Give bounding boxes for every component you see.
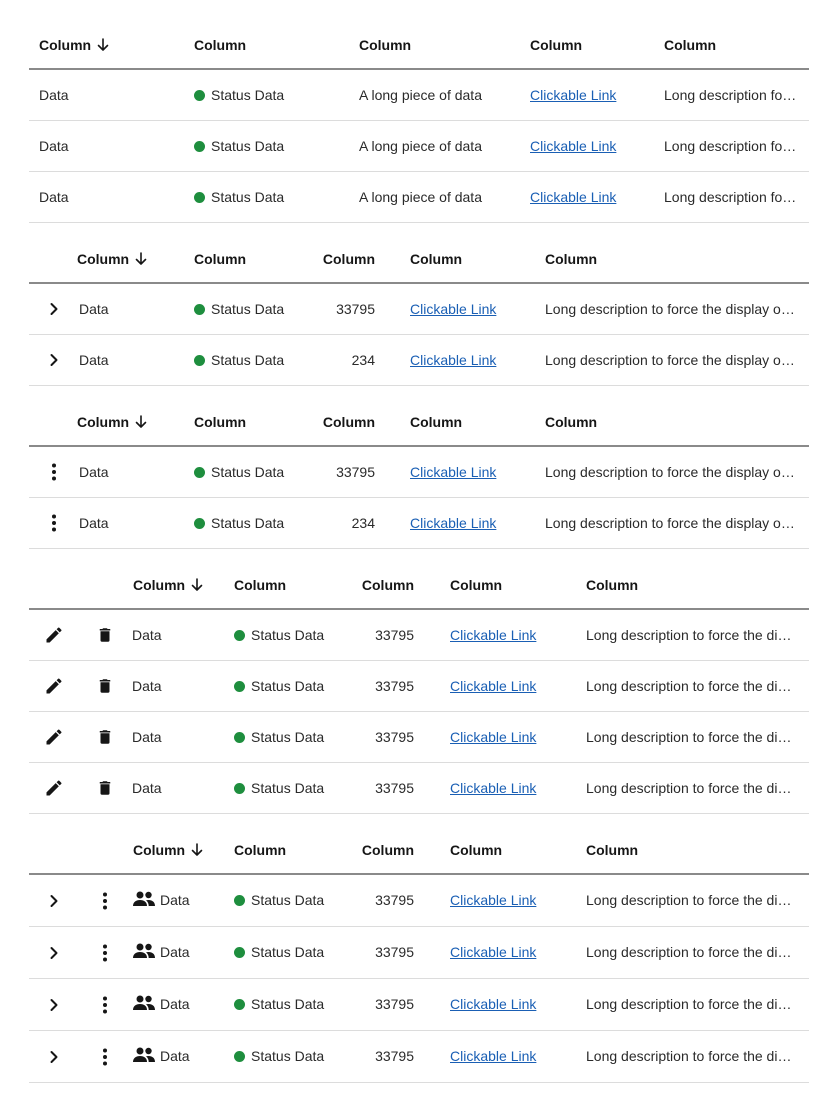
table-row <box>29 661 809 712</box>
table-cell-data <box>132 763 162 813</box>
column-header[interactable] <box>309 236 375 282</box>
column-header[interactable] <box>410 399 462 445</box>
column-header[interactable] <box>348 827 414 873</box>
arrow-down-icon[interactable] <box>191 564 203 610</box>
table-cell-desc <box>545 447 803 497</box>
column-header[interactable] <box>194 236 246 282</box>
cell-text: 33795 <box>375 996 414 1012</box>
table-cell-link <box>450 661 536 711</box>
arrow-down-icon[interactable] <box>135 238 147 284</box>
table-row <box>29 979 809 1031</box>
cell-text: Long description to force the di… <box>586 678 792 694</box>
column-header[interactable] <box>194 22 246 68</box>
clickable-link[interactable]: Clickable Link <box>410 301 497 317</box>
table-row <box>29 335 809 386</box>
table-cell-desc <box>586 661 803 711</box>
arrow-down-icon[interactable] <box>97 24 109 70</box>
table-cell-status <box>234 875 324 926</box>
cell-text: Data <box>160 892 190 908</box>
column-header-label: Column <box>410 251 463 267</box>
column-header[interactable] <box>194 399 246 445</box>
status-ok-dot <box>194 304 205 315</box>
people-group-icon <box>132 982 156 1033</box>
column-header-label: Column <box>194 251 247 267</box>
table-cell-data <box>132 661 162 711</box>
table-cell-num <box>348 1031 414 1082</box>
column-header-label: Column <box>361 842 414 858</box>
data-table-1 <box>29 22 809 223</box>
clickable-link[interactable]: Clickable Link <box>410 515 497 531</box>
sortable-column-header[interactable] <box>133 827 203 873</box>
table-cell-link <box>410 335 496 385</box>
table-cell-link <box>450 712 536 762</box>
data-table-4 <box>29 562 809 814</box>
column-header-label: Column <box>77 414 130 430</box>
table-cell-status <box>234 610 324 660</box>
column-header-label: Column <box>322 251 375 267</box>
table-row <box>29 1031 809 1083</box>
table-cell-status <box>234 661 324 711</box>
cell-text: Data <box>79 301 109 317</box>
table-cell-desc <box>586 1031 803 1082</box>
table-cell-data <box>39 70 69 120</box>
pencil-icon[interactable] <box>42 610 66 660</box>
column-header-label: Column <box>322 414 375 430</box>
table-cell-num <box>348 979 414 1030</box>
column-header[interactable] <box>359 22 411 68</box>
status-ok-dot <box>234 630 245 641</box>
cell-text: Long description to force the di… <box>586 780 792 796</box>
cell-text: Long description to force the display o… <box>545 352 795 368</box>
trash-icon[interactable] <box>93 610 117 660</box>
table-cell-num <box>348 927 414 978</box>
table-row <box>29 927 809 979</box>
column-header[interactable] <box>664 22 716 68</box>
table-cell-num <box>309 335 375 385</box>
status-text: Status Data <box>251 996 325 1012</box>
clickable-link[interactable]: Clickable Link <box>530 87 617 103</box>
table-cell-status <box>194 121 284 171</box>
column-header[interactable] <box>545 236 597 282</box>
table-cell-data <box>132 712 162 762</box>
table-cell-status <box>194 335 284 385</box>
table-cell-data <box>79 447 109 497</box>
table-cell-num <box>309 447 375 497</box>
table-cell-data <box>79 335 109 385</box>
cell-text: 234 <box>351 515 375 531</box>
cell-text: Data <box>132 729 162 745</box>
clickable-link[interactable]: Clickable Link <box>450 996 537 1012</box>
table-cell-long <box>359 70 482 120</box>
column-header-label: Column <box>234 842 287 858</box>
column-header-label: Column <box>450 842 503 858</box>
column-header-label: Column <box>586 842 639 858</box>
table-header <box>29 22 809 70</box>
cell-text: Long description to force the di… <box>586 996 792 1012</box>
cell-text: Long description to force the di… <box>586 627 792 643</box>
kebab-menu-icon[interactable] <box>93 927 117 978</box>
table-row <box>29 70 809 121</box>
table-cell-data <box>39 172 69 222</box>
column-header[interactable] <box>586 827 638 873</box>
column-header-label: Column <box>194 37 247 53</box>
status-ok-dot <box>194 192 205 203</box>
table-cell-desc <box>545 335 803 385</box>
arrow-down-icon[interactable] <box>191 829 203 875</box>
cell-text: Data <box>79 515 109 531</box>
clickable-link[interactable]: Clickable Link <box>530 189 617 205</box>
table-cell-data <box>132 875 190 926</box>
clickable-link[interactable]: Clickable Link <box>450 892 537 908</box>
column-header[interactable] <box>586 562 638 608</box>
chevron-right-icon[interactable] <box>42 979 66 1030</box>
column-header[interactable] <box>348 562 414 608</box>
column-header-label: Column <box>410 414 463 430</box>
table-cell-desc <box>586 927 803 978</box>
clickable-link[interactable]: Clickable Link <box>450 729 537 745</box>
table-cell-link <box>410 498 496 548</box>
cell-text: Data <box>79 464 109 480</box>
cell-text: Long description fo… <box>664 189 797 205</box>
table-header <box>29 562 809 610</box>
cell-text: Data <box>39 189 69 205</box>
cell-text: Long description to force the display o… <box>545 301 795 317</box>
table-row <box>29 712 809 763</box>
cell-text: 33795 <box>336 301 375 317</box>
status-text: Status Data <box>251 780 325 796</box>
status-text: Status Data <box>251 729 325 745</box>
table-cell-link <box>450 1031 536 1082</box>
table-header <box>29 827 809 875</box>
column-header-label: Column <box>586 577 639 593</box>
cell-text: Data <box>132 678 162 694</box>
column-header-label: Column <box>664 37 717 53</box>
cell-text: Long description to force the di… <box>586 944 792 960</box>
table-cell-desc <box>545 284 803 334</box>
cell-text: Long description to force the display o… <box>545 515 795 531</box>
cell-text: 33795 <box>375 892 414 908</box>
status-ok-dot <box>194 90 205 101</box>
table-cell-link <box>530 172 616 222</box>
table-cell-data <box>39 121 69 171</box>
column-header[interactable] <box>234 827 286 873</box>
table-row <box>29 498 809 549</box>
clickable-link[interactable]: Clickable Link <box>530 138 617 154</box>
sortable-column-header[interactable] <box>133 562 203 608</box>
chevron-right-icon[interactable] <box>42 1031 66 1082</box>
table-cell-data <box>79 284 109 334</box>
column-header-label: Column <box>530 37 583 53</box>
cell-text: Long description to force the di… <box>586 1048 792 1064</box>
table-cell-num <box>348 661 414 711</box>
table-cell-status <box>234 712 324 762</box>
clickable-link[interactable]: Clickable Link <box>450 944 537 960</box>
status-ok-dot <box>234 681 245 692</box>
clickable-link[interactable]: Clickable Link <box>410 352 497 368</box>
table-cell-num <box>309 284 375 334</box>
table-cell-data <box>79 498 109 548</box>
cell-text: Data <box>160 1048 190 1064</box>
cell-text: 33795 <box>375 678 414 694</box>
column-header[interactable] <box>450 827 502 873</box>
column-header-label: Column <box>234 577 287 593</box>
column-header-label: Column <box>133 842 186 858</box>
cell-text: Long description fo… <box>664 138 797 154</box>
status-text: Status Data <box>211 87 285 103</box>
status-text: Status Data <box>211 464 285 480</box>
status-text: Status Data <box>251 627 325 643</box>
table-row <box>29 875 809 927</box>
table-cell-desc <box>586 712 803 762</box>
column-header-label: Column <box>361 577 414 593</box>
pencil-icon[interactable] <box>42 661 66 711</box>
sortable-column-header[interactable] <box>39 22 109 68</box>
table-cell-long <box>359 172 482 222</box>
table-cell-link <box>450 875 536 926</box>
status-ok-dot <box>234 999 245 1010</box>
table-cell-desc <box>664 121 803 171</box>
table-cell-desc <box>586 979 803 1030</box>
table-cell-num <box>348 763 414 813</box>
cell-text: A long piece of data <box>359 189 482 205</box>
data-table-3 <box>29 399 809 549</box>
table-cell-status <box>194 498 284 548</box>
cell-text: Long description fo… <box>664 87 797 103</box>
table-cell-link <box>530 121 616 171</box>
clickable-link[interactable]: Clickable Link <box>410 464 497 480</box>
table-cell-desc <box>586 610 803 660</box>
table-cell-num <box>348 875 414 926</box>
status-text: Status Data <box>251 892 325 908</box>
column-header-label: Column <box>194 414 247 430</box>
cell-text: 33795 <box>375 780 414 796</box>
cell-text: 33795 <box>375 944 414 960</box>
column-header[interactable] <box>410 236 462 282</box>
table-cell-status <box>194 70 284 120</box>
kebab-menu-icon[interactable] <box>93 979 117 1030</box>
table-row <box>29 610 809 661</box>
table-cell-desc <box>664 70 803 120</box>
kebab-menu-icon[interactable] <box>42 447 66 497</box>
table-cell-link <box>410 284 496 334</box>
cell-text: Data <box>39 87 69 103</box>
cell-text: Long description to force the di… <box>586 892 792 908</box>
status-ok-dot <box>234 895 245 906</box>
column-header-label: Column <box>545 414 598 430</box>
status-ok-dot <box>194 467 205 478</box>
people-group-icon <box>132 930 156 981</box>
table-cell-status <box>234 979 324 1030</box>
column-header[interactable] <box>234 562 286 608</box>
table-row <box>29 763 809 814</box>
chevron-right-icon[interactable] <box>42 875 66 926</box>
cell-text: A long piece of data <box>359 138 482 154</box>
cell-text: 234 <box>351 352 375 368</box>
cell-text: 33795 <box>375 729 414 745</box>
status-text: Status Data <box>211 515 285 531</box>
table-cell-desc <box>586 763 803 813</box>
cell-text: Data <box>160 996 190 1012</box>
sortable-column-header[interactable] <box>77 399 147 445</box>
status-text: Status Data <box>251 678 325 694</box>
status-text: Status Data <box>211 301 285 317</box>
column-header[interactable] <box>545 399 597 445</box>
table-cell-link <box>450 979 536 1030</box>
table-row <box>29 172 809 223</box>
table-cell-link <box>450 927 536 978</box>
table-cell-desc <box>664 172 803 222</box>
table-cell-data <box>132 610 162 660</box>
table-row <box>29 284 809 335</box>
table-cell-data <box>132 927 190 978</box>
table-cell-status <box>234 1031 324 1082</box>
status-ok-dot <box>194 141 205 152</box>
sortable-column-header[interactable] <box>77 236 147 282</box>
cell-text: Long description to force the di… <box>586 729 792 745</box>
cell-text: 33795 <box>375 1048 414 1064</box>
table-cell-num <box>348 712 414 762</box>
pencil-icon[interactable] <box>42 763 66 813</box>
status-ok-dot <box>194 518 205 529</box>
table-cell-data <box>132 1031 190 1082</box>
column-header[interactable] <box>450 562 502 608</box>
kebab-menu-icon[interactable] <box>93 1031 117 1082</box>
chevron-right-icon[interactable] <box>42 927 66 978</box>
table-cell-status <box>194 447 284 497</box>
table-row <box>29 121 809 172</box>
cell-text: Data <box>132 780 162 796</box>
data-table-2 <box>29 236 809 386</box>
column-header[interactable] <box>309 399 375 445</box>
status-ok-dot <box>234 732 245 743</box>
table-cell-desc <box>545 498 803 548</box>
table-header <box>29 399 809 447</box>
chevron-right-icon[interactable] <box>42 284 66 334</box>
table-cell-link <box>450 610 536 660</box>
table-header <box>29 236 809 284</box>
trash-icon[interactable] <box>93 712 117 762</box>
people-group-icon <box>132 878 156 929</box>
status-text: Status Data <box>211 189 285 205</box>
chevron-right-icon[interactable] <box>42 335 66 385</box>
table-cell-link <box>410 447 496 497</box>
cell-text: Data <box>132 627 162 643</box>
table-cell-link <box>530 70 616 120</box>
kebab-menu-icon[interactable] <box>93 875 117 926</box>
cell-text: Long description to force the display o… <box>545 464 795 480</box>
trash-icon[interactable] <box>93 763 117 813</box>
table-cell-desc <box>586 875 803 926</box>
table-cell-status <box>194 172 284 222</box>
people-group-icon <box>132 1034 156 1085</box>
kebab-menu-icon[interactable] <box>42 498 66 548</box>
cell-text: Data <box>160 944 190 960</box>
status-text: Status Data <box>251 1048 325 1064</box>
cell-text: 33795 <box>375 627 414 643</box>
column-header-label: Column <box>450 577 503 593</box>
column-header-label: Column <box>133 577 186 593</box>
clickable-link[interactable]: Clickable Link <box>450 780 537 796</box>
table-cell-num <box>309 498 375 548</box>
arrow-down-icon[interactable] <box>135 401 147 447</box>
status-text: Status Data <box>211 138 285 154</box>
cell-text: 33795 <box>336 464 375 480</box>
table-cell-long <box>359 121 482 171</box>
status-ok-dot <box>234 783 245 794</box>
table-cell-status <box>234 763 324 813</box>
status-text: Status Data <box>211 352 285 368</box>
column-header-label: Column <box>39 37 92 53</box>
clickable-link[interactable]: Clickable Link <box>450 1048 537 1064</box>
table-cell-status <box>194 284 284 334</box>
status-ok-dot <box>194 355 205 366</box>
table-cell-status <box>234 927 324 978</box>
trash-icon[interactable] <box>93 661 117 711</box>
column-header-label: Column <box>359 37 412 53</box>
status-ok-dot <box>234 1051 245 1062</box>
column-header-label: Column <box>545 251 598 267</box>
cell-text: Data <box>39 138 69 154</box>
table-cell-link <box>450 763 536 813</box>
clickable-link[interactable]: Clickable Link <box>450 678 537 694</box>
cell-text: A long piece of data <box>359 87 482 103</box>
table-cell-num <box>348 610 414 660</box>
pencil-icon[interactable] <box>42 712 66 762</box>
status-ok-dot <box>234 947 245 958</box>
column-header-label: Column <box>77 251 130 267</box>
table-cell-data <box>132 979 190 1030</box>
status-text: Status Data <box>251 944 325 960</box>
data-table-5 <box>29 827 809 1083</box>
table-row <box>29 447 809 498</box>
clickable-link[interactable]: Clickable Link <box>450 627 537 643</box>
column-header[interactable] <box>530 22 582 68</box>
cell-text: Data <box>79 352 109 368</box>
